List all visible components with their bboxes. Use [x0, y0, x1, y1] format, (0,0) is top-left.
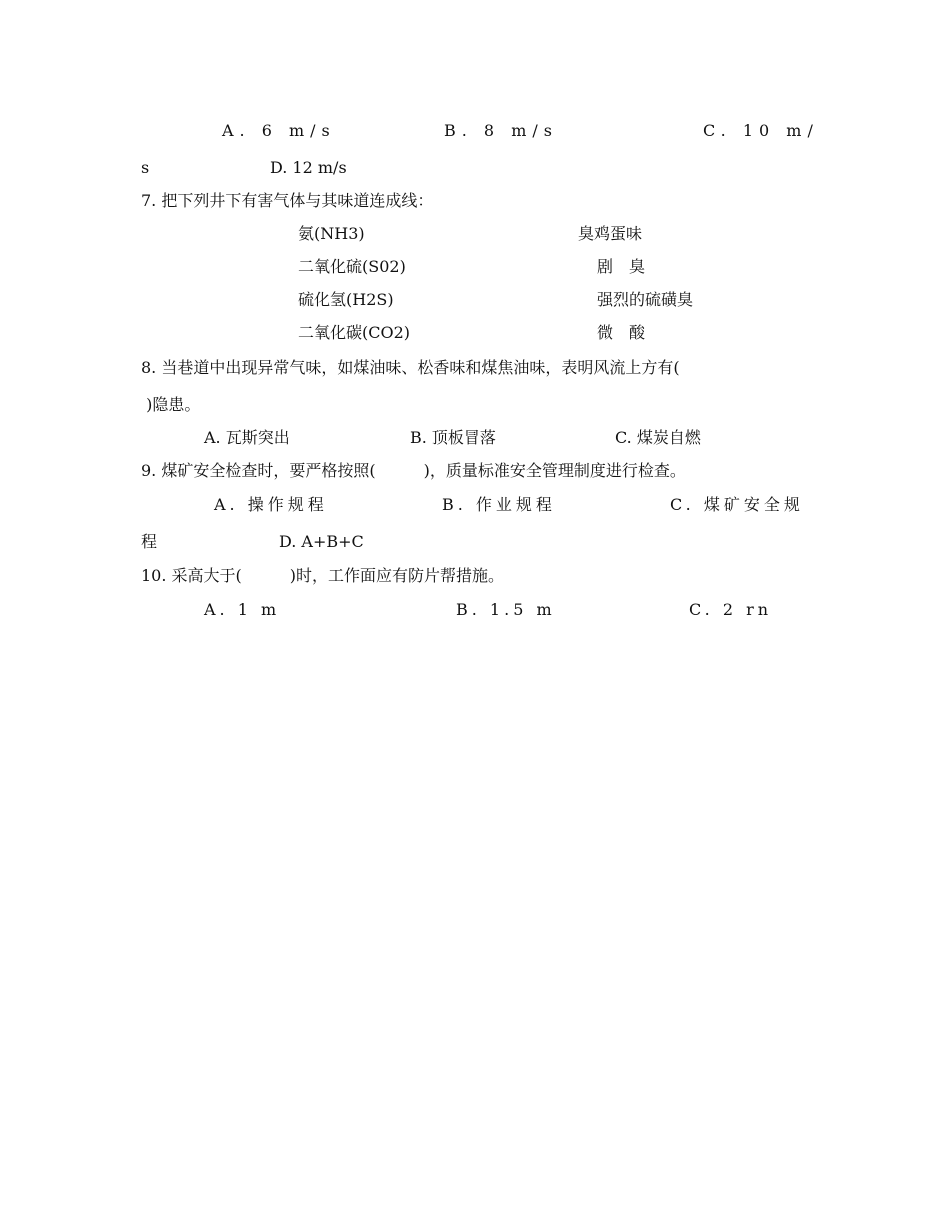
q7-smell-4: 微 酸	[597, 323, 646, 342]
q7-gas-1: 氨(NH3)	[298, 224, 365, 243]
q7-gas-3: 硫化氢(H2S)	[298, 290, 394, 309]
q6-option-c-continued: s	[141, 158, 150, 177]
q10-stem: 10. 采高大于( )时，工作面应有防片帮措施。	[141, 566, 505, 585]
q10-option-c: C. 2 rn	[689, 600, 773, 619]
q9-stem: 9. 煤矿安全检查时，要严格按照( )，质量标准安全管理制度进行检查。	[141, 461, 686, 480]
q7-smell-3: 强烈的硫磺臭	[597, 290, 694, 309]
q9-option-a: A. 操作规程	[214, 495, 328, 514]
q6-option-c: C. 10 m/	[703, 121, 819, 140]
q7-gas-2: 二氧化硫(S02)	[298, 257, 406, 276]
q6-option-a: A. 6 m/s	[222, 121, 336, 140]
q9-option-c: C. 煤矿安全规	[670, 495, 804, 514]
q10-option-a: A. 1 m	[204, 600, 281, 619]
q8-option-a: A. 瓦斯突出	[204, 428, 290, 447]
q9-option-b: B. 作业规程	[442, 495, 556, 514]
q9-option-d: D. A+B+C	[279, 532, 364, 551]
q7-smell-2: 剧 臭	[597, 257, 646, 276]
q6-option-d: D. 12 m/s	[270, 158, 347, 177]
q8-stem-line2: )隐患。	[141, 395, 201, 414]
q6-option-b: B. 8 m/s	[444, 121, 558, 140]
q7-stem: 7. 把下列井下有害气体与其味道连成线：	[141, 191, 434, 210]
q9-option-c-continued: 程	[141, 532, 158, 551]
q8-option-b: B. 顶板冒落	[410, 428, 496, 447]
q7-smell-1: 臭鸡蛋味	[578, 224, 643, 243]
q10-option-b: B. 1.5 m	[456, 600, 556, 619]
q8-stem-line1: 8. 当巷道中出现异常气味，如煤油味、松香味和煤焦油味，表明风流上方有(	[141, 358, 680, 377]
q8-option-c: C. 煤炭自燃	[615, 428, 701, 447]
q7-gas-4: 二氧化碳(CO2)	[298, 323, 411, 342]
